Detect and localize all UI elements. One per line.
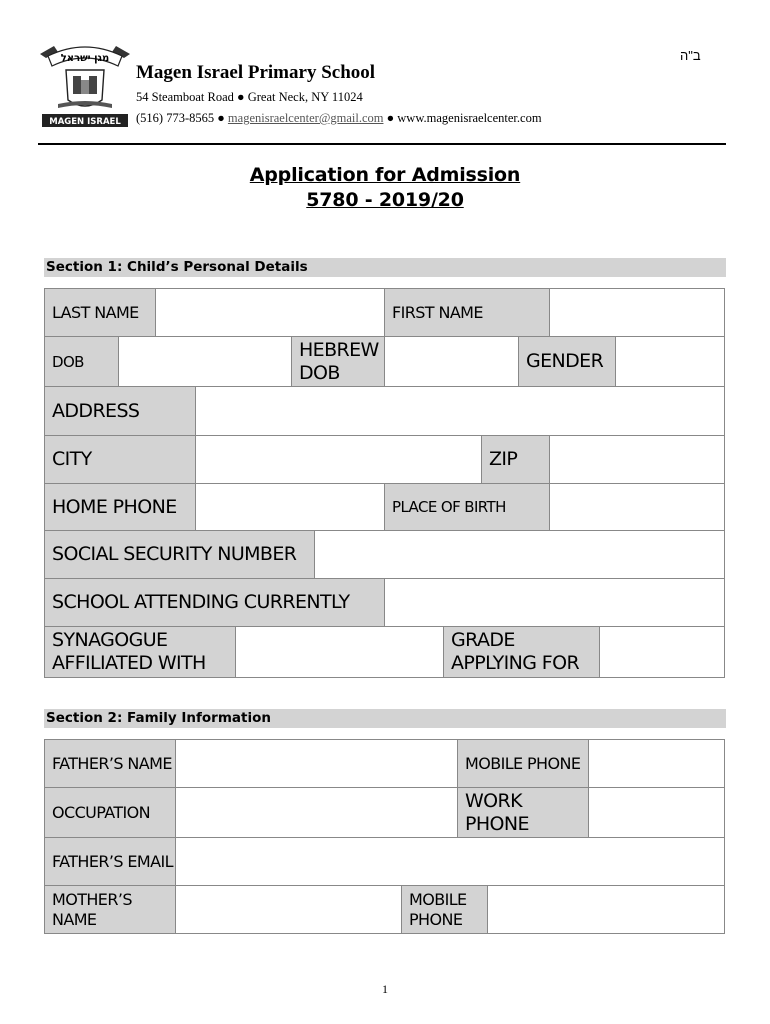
page-number: 1	[382, 982, 388, 996]
occupation-label: OCCUPATION	[44, 787, 176, 838]
school-attending-field[interactable]	[384, 578, 725, 627]
logo-hebrew-text: מגן ישראל	[60, 53, 110, 64]
form-year: 5780 - 2019/20	[306, 189, 464, 211]
zip-label: ZIP	[481, 435, 550, 484]
synagogue-label: SYNAGOGUE AFFILIATED WITH	[44, 626, 236, 678]
address-field[interactable]	[195, 386, 725, 436]
school-website: ● www.magenisraelcenter.com	[386, 111, 542, 125]
mother-mobile-label: MOBILE PHONE	[401, 885, 488, 934]
father-mobile-field[interactable]	[588, 739, 725, 788]
school-email-link[interactable]: magenisraelcenter@gmail.com	[227, 111, 384, 125]
logo-plate-text: MAGEN ISRAEL	[49, 117, 121, 127]
school-contact-line	[136, 111, 542, 126]
zip-field[interactable]	[549, 435, 725, 484]
grade-label: GRADE APPLYING FOR	[443, 626, 600, 678]
place-of-birth-field[interactable]	[549, 483, 725, 531]
last-name-field[interactable]	[155, 288, 385, 337]
school-address: 54 Steamboat Road ● Great Neck, NY 11024	[136, 90, 363, 104]
hebrew-dob-field[interactable]	[384, 336, 519, 387]
home-phone-field[interactable]	[195, 483, 385, 531]
gender-label: GENDER	[518, 336, 616, 387]
mothers-name-label: MOTHER’S NAME	[44, 885, 176, 934]
address-label: ADDRESS	[44, 386, 196, 436]
school-attending-label: SCHOOL ATTENDING CURRENTLY	[44, 578, 385, 627]
ssn-field[interactable]	[314, 530, 725, 579]
fathers-name-field[interactable]	[175, 739, 458, 788]
occupation-field[interactable]	[175, 787, 458, 838]
last-name-label: LAST NAME	[44, 288, 156, 337]
grade-field[interactable]	[599, 626, 725, 678]
father-mobile-label: MOBILE PHONE	[457, 739, 589, 788]
synagogue-field[interactable]	[235, 626, 444, 678]
mothers-name-field[interactable]	[175, 885, 402, 934]
place-of-birth-label: PLACE OF BIRTH	[384, 483, 550, 531]
gender-field[interactable]	[615, 336, 725, 387]
city-label: CITY	[44, 435, 196, 484]
fathers-email-field[interactable]	[175, 837, 725, 886]
hebrew-dob-label: HEBREW DOB	[291, 336, 385, 387]
dob-field[interactable]	[118, 336, 292, 387]
fathers-email-label: FATHER’S EMAIL	[44, 837, 176, 886]
home-phone-label: HOME PHONE	[44, 483, 196, 531]
first-name-label: FIRST NAME	[384, 288, 550, 337]
form-title: Application for Admission	[249, 164, 521, 186]
school-logo	[36, 42, 134, 130]
section2-heading: Section 2: Family Information	[44, 709, 726, 728]
school-name: Magen Israel Primary School	[136, 62, 376, 83]
school-phone: (516) 773-8565 ●	[136, 111, 225, 125]
mother-mobile-field[interactable]	[487, 885, 725, 934]
section1-heading: Section 1: Child’s Personal Details	[44, 258, 726, 277]
header-divider	[38, 143, 726, 145]
work-phone-label: WORK PHONE	[457, 787, 589, 838]
ssn-label: SOCIAL SECURITY NUMBER	[44, 530, 315, 579]
bh-mark: ב"ה	[680, 48, 701, 63]
dob-label: DOB	[44, 336, 119, 387]
fathers-name-label: FATHER’S NAME	[44, 739, 176, 788]
first-name-field[interactable]	[549, 288, 725, 337]
city-field[interactable]	[195, 435, 482, 484]
work-phone-field[interactable]	[588, 787, 725, 838]
